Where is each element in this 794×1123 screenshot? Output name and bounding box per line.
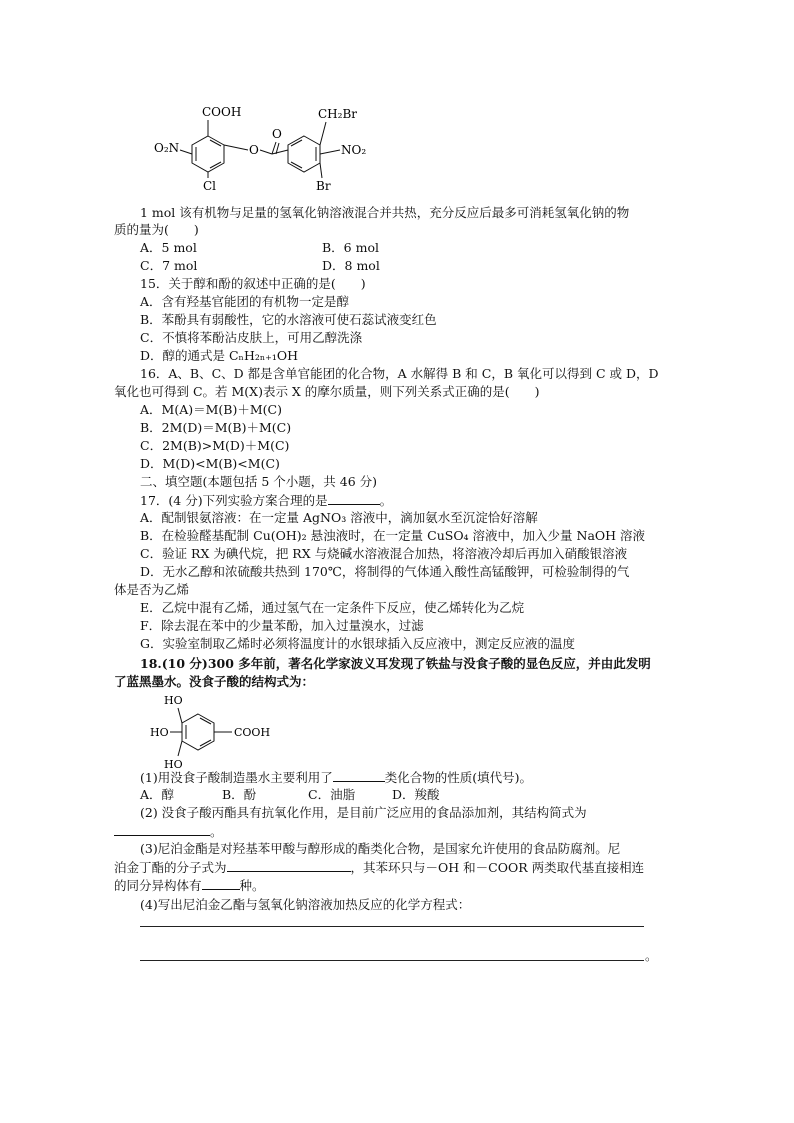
q18-p4-answer-line-1[interactable] bbox=[140, 926, 644, 927]
q18-part2: (2) 没食子酸丙酯具有抗氧化作用，是目前广泛应用的食品添加剂，其结构简式为 bbox=[140, 805, 587, 820]
q18-p1-pre: (1)用没食子酸制造墨水主要利用了 bbox=[140, 770, 333, 785]
q17-option-f: F．除去混在苯中的少量苯酚，加入过量溴水，过滤 bbox=[140, 618, 424, 633]
q15-option-a: A．含有羟基官能团的有机物一定是醇 bbox=[140, 294, 350, 309]
struct1-no2: NO₂ bbox=[341, 143, 367, 157]
q14-stem-b: 质的量为( ) bbox=[114, 222, 199, 237]
q18-p2-blank[interactable] bbox=[114, 822, 210, 836]
struct1-cl: Cl bbox=[203, 179, 217, 193]
q18-p3c-post: 种。 bbox=[239, 878, 265, 893]
q18-part4: (4)写出尼泊金乙酯与氢氧化钠溶液加热反应的化学方程式： bbox=[140, 897, 471, 912]
q18-p1-option-a: A．醇 bbox=[140, 787, 175, 802]
q18-p4-answer-line-2[interactable] bbox=[140, 960, 644, 961]
q17-option-d: D．无水乙醇和浓硫酸共热到 170℃，将制得的气体通入酸性高锰酸钾，可检验制得的气 bbox=[140, 564, 630, 579]
q18-p3b-post: ，其苯环只与－OH 和－COOR 两类取代基直接相连 bbox=[350, 860, 645, 875]
struct1-ch2br: CH₂Br bbox=[318, 107, 358, 121]
q18-p3b-pre: 泊金丁酯的分子式为 bbox=[114, 860, 227, 875]
q18-part2-answer bbox=[114, 822, 223, 840]
struct1-o2n: O₂N bbox=[154, 141, 180, 155]
gallic-ho-bottom: HO bbox=[164, 758, 183, 771]
q18-part1 bbox=[140, 768, 532, 786]
ester-structure-diagram bbox=[150, 100, 390, 195]
q16-option-d: D．M(D)<M(B)<M(C) bbox=[140, 456, 280, 471]
struct1-br: Br bbox=[316, 179, 331, 193]
gallic-ho-top: HO bbox=[164, 694, 183, 707]
q18-p1-option-b: B．酚 bbox=[222, 787, 257, 802]
q16-option-a: A．M(A)＝M(B)＋M(C) bbox=[140, 402, 282, 417]
q15-stem: 15．关于醇和酚的叙述中正确的是( ) bbox=[140, 276, 366, 291]
q17-stem-pre: 17．(4 分)下列实验方案合理的是 bbox=[140, 493, 328, 508]
q17-option-g: G．实验室制取乙烯时必须将温度计的水银球插入反应液中，测定反应液的温度 bbox=[140, 636, 575, 651]
q18-part3-c bbox=[114, 876, 265, 894]
q18-p1-post: 类化合物的性质(填代号)。 bbox=[384, 770, 532, 785]
q17-option-e: E．乙烷中混有乙烯，通过氢气在一定条件下反应，使乙烯转化为乙烷 bbox=[140, 600, 525, 615]
q18-stem-a: 18.(10 分)300 多年前，著名化学家波义耳发现了铁盐与没食子酸的显色反应，并由此发明 bbox=[140, 656, 651, 671]
q18-p1-option-d: D．羧酸 bbox=[392, 787, 440, 802]
q17-option-a: A．配制银氨溶液：在一定量 AgNO₃ 溶液中，滴加氨水至沉淀恰好溶解 bbox=[140, 510, 538, 525]
q18-part3-a: (3)尼泊金酯是对羟基苯甲酸与醇形成的酯类化合物，是国家允许使用的食品防腐剂。尼 bbox=[140, 841, 621, 856]
q18-part3-b bbox=[114, 858, 644, 876]
q14-option-b: B．6 mol bbox=[322, 240, 379, 255]
q17-stem bbox=[140, 491, 392, 509]
q18-p3-isomer-blank[interactable] bbox=[202, 876, 240, 890]
gallic-acid-structure-diagram bbox=[148, 692, 288, 772]
struct1-o-carbonyl: O bbox=[272, 127, 282, 141]
q18-p3-formula-blank[interactable] bbox=[227, 858, 351, 872]
q17-option-b: B．在检验醛基配制 Cu(OH)₂ 悬浊液时，在一定量 CuSO₄ 溶液中，加入少量 NaOH 溶液 bbox=[140, 528, 646, 543]
q17-stem-post: 。 bbox=[379, 493, 393, 508]
gallic-cooh: COOH bbox=[234, 726, 271, 739]
q14-option-a: A．5 mol bbox=[140, 240, 197, 255]
q15-option-b: B．苯酚具有弱酸性，它的水溶液可使石蕊试液变红色 bbox=[140, 312, 437, 327]
q18-p1-blank[interactable] bbox=[333, 768, 385, 782]
struct1-o-ester: O bbox=[249, 143, 259, 157]
q16-stem-b: 氧化也可得到 C。若 M(X)表示 X 的摩尔质量，则下列关系式正确的是( ) bbox=[114, 384, 540, 399]
q18-p2-end: 。 bbox=[210, 824, 223, 839]
q15-option-d: D．醇的通式是 CₙH₂ₙ₊₁OH bbox=[140, 348, 299, 363]
q18-p4-end: 。 bbox=[645, 948, 658, 963]
q14-option-d: D．8 mol bbox=[322, 258, 380, 273]
q16-stem-a: 16．A、B、C、D 都是含单官能团的化合物，A 水解得 B 和 C，B 氧化可以得到 C 或 D，D bbox=[140, 366, 659, 381]
q16-option-b: B．2M(D)＝M(B)＋M(C) bbox=[140, 420, 292, 435]
section-2-heading: 二、填空题(本题包括 5 个小题，共 46 分) bbox=[140, 474, 378, 489]
q18-stem-b: 了蓝黑墨水。没食子酸的结构式为： bbox=[114, 674, 315, 689]
q14-option-c: C．7 mol bbox=[140, 258, 198, 273]
q15-option-c: C．不慎将苯酚沾皮肤上，可用乙醇洗涤 bbox=[140, 330, 363, 345]
struct1-cooh: COOH bbox=[202, 105, 242, 119]
q18-p1-option-c: C．油脂 bbox=[308, 787, 356, 802]
q16-option-c: C．2M(B)>M(D)＋M(C) bbox=[140, 438, 290, 453]
q17-answer-blank[interactable] bbox=[328, 491, 380, 505]
gallic-ho-mid: HO bbox=[150, 726, 169, 739]
q17-option-c: C．验证 RX 为碘代烷，把 RX 与烧碱水溶液混合加热，将溶液冷却后再加入硝酸银溶液 bbox=[140, 546, 628, 561]
q17-option-d-cont: 体是否为乙烯 bbox=[114, 582, 190, 597]
q18-p3c-pre: 的同分异构体有 bbox=[114, 878, 202, 893]
q14-stem-a: 1 mol 该有机物与足量的氢氧化钠溶液混合并共热，充分反应后最多可消耗氢氧化钠的物 bbox=[140, 205, 630, 220]
